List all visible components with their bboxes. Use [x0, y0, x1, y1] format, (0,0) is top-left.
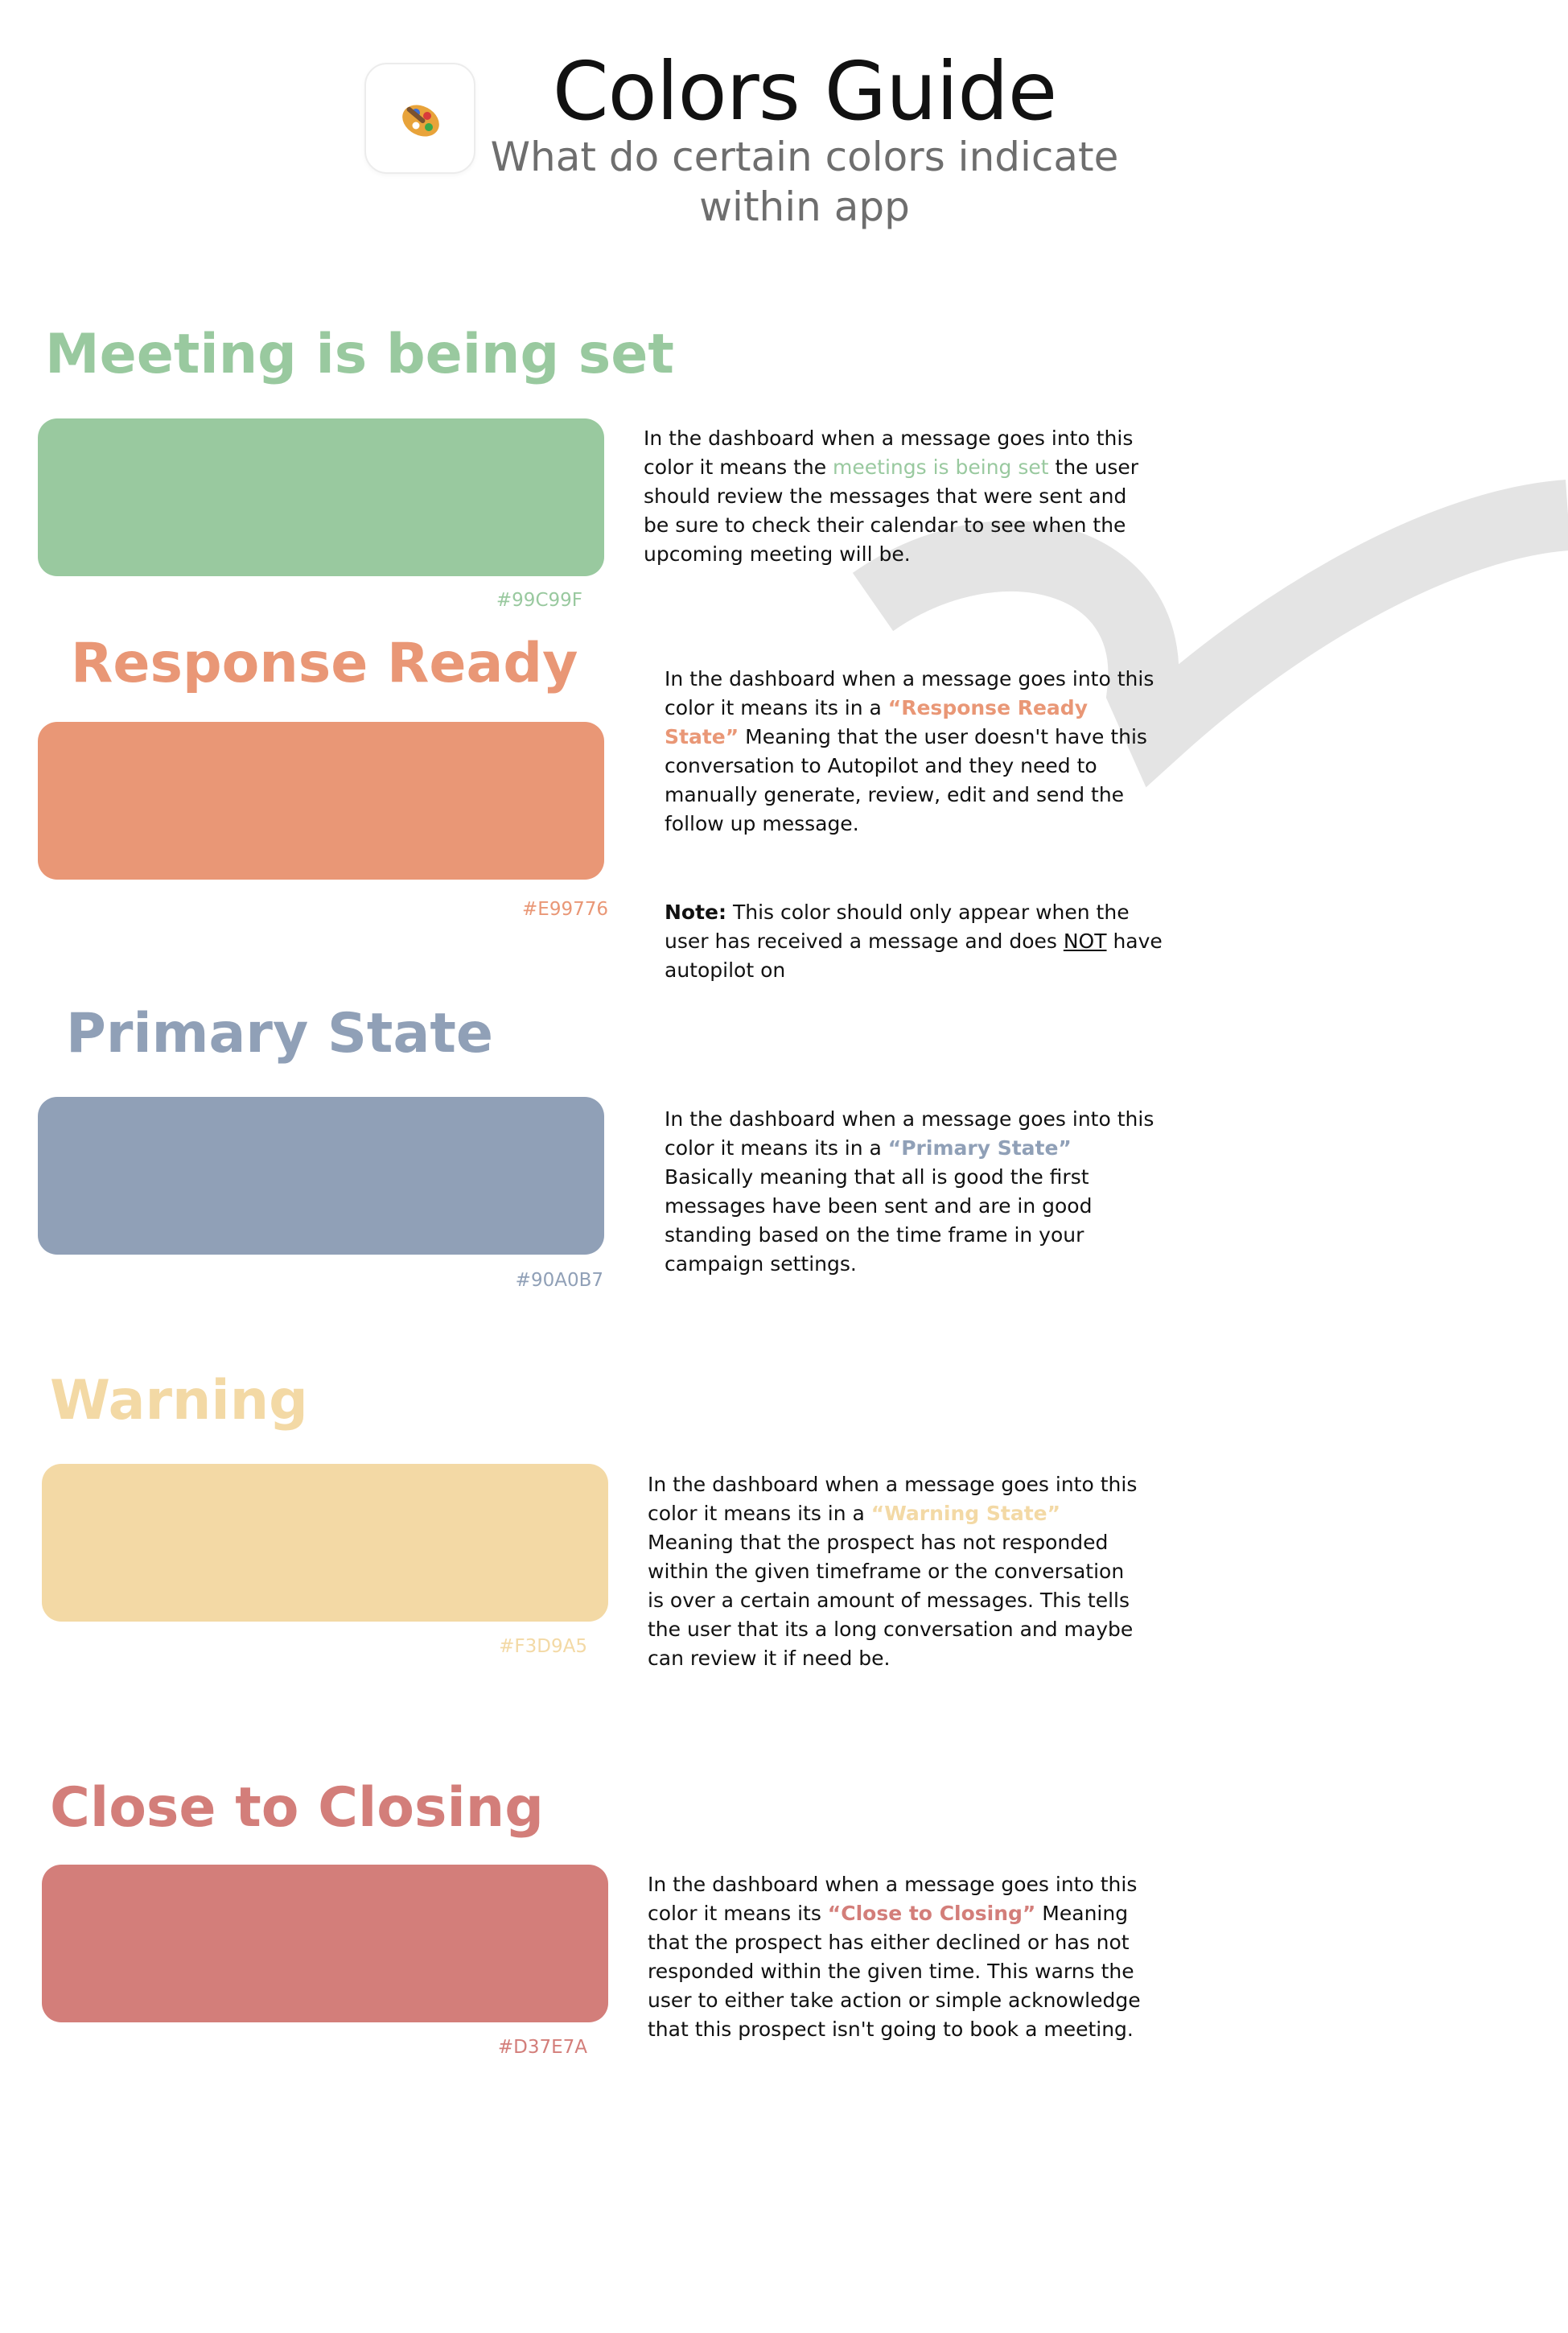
color-swatch-red	[42, 1865, 608, 2022]
description-primary-state: In the dashboard when a message goes into this color it means its in a “Primary State” Basically meaning that all is good the first messages have been sent and are in good standing based on the time frame in your campaign settings.	[665, 1107, 1154, 1276]
color-swatch-yellow	[42, 1464, 608, 1622]
highlight-primary-state: “Primary State”	[887, 1136, 1072, 1160]
section-title-response-ready: Response Ready	[71, 632, 578, 695]
hex-code-orange: #E99776	[522, 899, 608, 920]
hex-code-blue: #90A0B7	[515, 1270, 603, 1291]
section-title-close-to-closing: Close to Closing	[50, 1776, 544, 1840]
color-swatch-blue	[38, 1097, 604, 1255]
highlight-response-ready: “Response Ready State”	[665, 696, 1088, 748]
highlight-meeting: meetings is being set	[833, 455, 1049, 479]
section-title-meeting: Meeting is being set	[45, 323, 674, 386]
description-warning: In the dashboard when a message goes into this color it means its in a “Warning State” Meaning that the prospect has not responded within the given timeframe or the conversation is over a certain amount of messages. This tells the user that its a long conversation and maybe can review it if need be.	[648, 1473, 1138, 1670]
section-title-warning: Warning	[50, 1369, 308, 1432]
description-meeting: In the dashboard when a message goes into this color it means the meetings is being set the user should review the messages that were sent and be sure to check their calendar to see when the upcoming meeting will be.	[644, 427, 1139, 566]
description-close-to-closing: In the dashboard when a message goes into this color it means its “Close to Closing” Meaning that the prospect has either declined or has not responded within the given time. This warns the user to either take action or simple acknowledge that this prospect isn't going to book a meeting.	[648, 1873, 1141, 2041]
description-response-ready: In the dashboard when a message goes into this color it means its in a “Response Ready State” Meaning that the user doesn't have this conversation to Autopilot and they need to manually generate, review, edit and send the follow up message.	[665, 667, 1154, 835]
highlight-close-to-closing: “Close to Closing”	[827, 1902, 1036, 1925]
hex-code-green: #99C99F	[496, 590, 582, 611]
hex-code-red: #D37E7A	[497, 2037, 587, 2058]
note-response-ready: Note: This color should only appear when the user has received a message and does NOT have autopilot on	[665, 901, 1163, 982]
highlight-warning: “Warning State”	[870, 1502, 1061, 1525]
page-title: Colors Guide	[552, 44, 1057, 138]
section-title-primary-state: Primary State	[66, 1002, 493, 1066]
color-swatch-orange	[38, 722, 604, 880]
hex-code-yellow: #F3D9A5	[499, 1636, 587, 1657]
color-swatch-green	[38, 418, 604, 576]
page-subtitle: What do certain colors indicate within app	[490, 134, 1119, 230]
